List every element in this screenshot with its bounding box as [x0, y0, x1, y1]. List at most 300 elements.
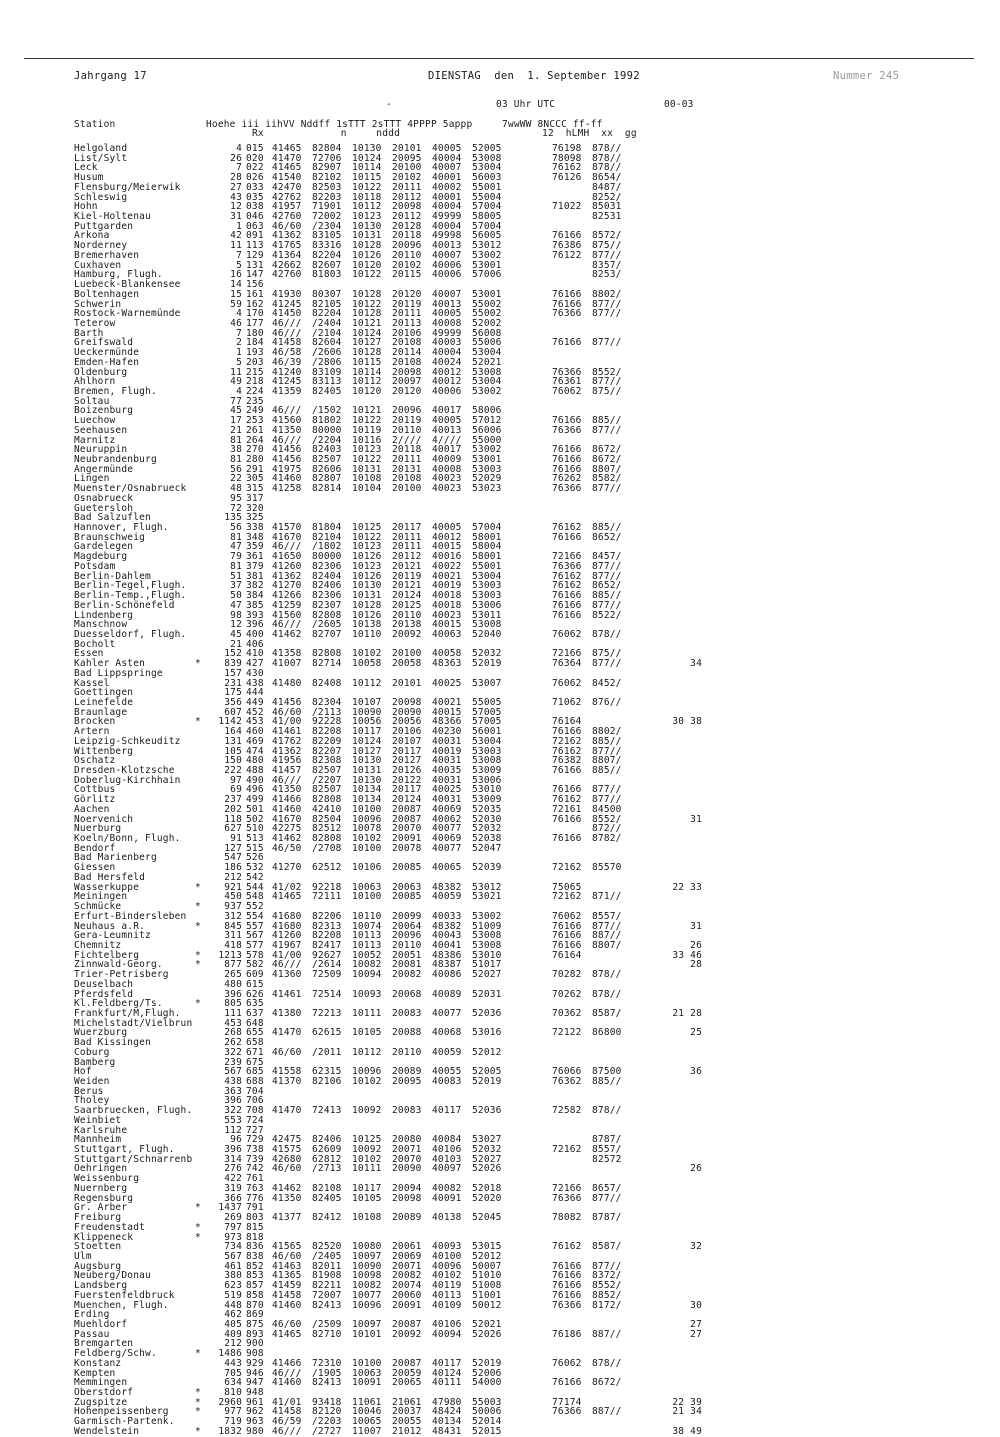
station-height: 805: [224, 998, 242, 1010]
station-height: 49: [230, 376, 242, 388]
mountain-marker: *: [195, 716, 201, 728]
station-height: 11: [230, 366, 242, 378]
synop-group: 41/02: [272, 881, 302, 893]
synop-group: 57005: [472, 716, 502, 728]
station-height: 16: [230, 269, 242, 281]
synop-group: 40021: [432, 696, 462, 708]
column-header-1: Hoehe iii iihVV Nddff 1sTTT 2sTTT 4PPPP 5appp 7wwWW 8NCCC ff-ff: [206, 119, 603, 130]
synop-group: 52032: [472, 648, 502, 660]
synop-group: 76126: [552, 172, 582, 184]
station-name: Weissenburg: [74, 1173, 140, 1185]
synop-group: 76066: [552, 1066, 582, 1078]
synop-group: 10090: [352, 706, 382, 718]
synop-group: 82206: [312, 910, 342, 922]
station-name: Leck: [74, 162, 98, 174]
mountain-marker: *: [195, 881, 201, 893]
synop-group: 52027: [472, 969, 502, 981]
synop-group: 51001: [472, 1289, 502, 1301]
station-height: 12: [230, 201, 242, 213]
synop-group: 877//: [592, 1260, 622, 1272]
station-index: 655: [246, 1027, 264, 1039]
synop-group: 877//: [592, 920, 622, 932]
station-name: Hohenpeissenberg: [74, 1406, 169, 1418]
station-index: 963: [246, 1416, 264, 1428]
synop-group: 10119: [352, 424, 382, 436]
synop-group: 20124: [392, 794, 422, 806]
synop-group: /2605: [312, 619, 342, 631]
synop-group: 41560: [272, 415, 302, 427]
synop-group: 10096: [352, 1299, 382, 1311]
table-row: [0, 970, 1000, 980]
synop-group: 20118: [392, 444, 422, 456]
synop-group: 76166: [552, 1377, 582, 1389]
synop-group: 10102: [352, 648, 382, 660]
station-height: 396: [224, 988, 242, 1000]
station-height: 634: [224, 1377, 242, 1389]
station-index: 761: [246, 1173, 264, 1185]
synop-group: 76366: [552, 308, 582, 320]
synop-group: 82572: [592, 1153, 622, 1165]
synop-group: 20083: [392, 1007, 422, 1019]
synop-group: 72166: [552, 648, 582, 660]
synop-group: 877//: [592, 745, 622, 757]
synop-group: 4////: [432, 434, 462, 446]
synop-group: 41558: [272, 1066, 302, 1078]
synop-group: 46///: [272, 959, 302, 971]
synop-group: 52026: [472, 1163, 502, 1175]
synop-group: 10092: [352, 1105, 382, 1117]
gust-values: 25: [690, 1027, 702, 1039]
synop-group: 10121: [352, 317, 382, 329]
synop-group: 46/58: [272, 347, 302, 359]
synop-group: 52006: [472, 1367, 502, 1379]
synop-group: 82405: [312, 1192, 342, 1204]
synop-group: 41260: [272, 560, 302, 572]
station-index: 490: [246, 774, 264, 786]
synop-group: 20068: [392, 988, 422, 1000]
gust-values: 38 49: [672, 1425, 702, 1437]
synop-group: 77174: [552, 1396, 582, 1408]
synop-group: 53004: [472, 570, 502, 582]
mountain-marker: *: [195, 1202, 201, 1214]
synop-group: 41456: [272, 444, 302, 456]
synop-group: 71901: [312, 201, 342, 213]
header-rule: [24, 58, 974, 59]
synop-group: 10122: [352, 415, 382, 427]
synop-group: 40084: [432, 1134, 462, 1146]
station-height: 480: [224, 978, 242, 990]
synop-group: /2113: [312, 706, 342, 718]
station-height: 51: [230, 570, 242, 582]
synop-group: 41565: [272, 1241, 302, 1253]
synop-group: 53021: [472, 891, 502, 903]
station-height: 112: [224, 1124, 242, 1136]
station-index: 499: [246, 794, 264, 806]
synop-group: 41007: [272, 658, 302, 670]
station-index: 438: [246, 677, 264, 689]
synop-group: 76166: [552, 298, 582, 310]
gust-values: 21 34: [672, 1406, 702, 1418]
synop-group: 41350: [272, 1192, 302, 1204]
station-name: Michelstadt/Vielbrun: [74, 1017, 193, 1029]
station-index: 513: [246, 833, 264, 845]
synop-group: 53006: [472, 599, 502, 611]
station-name: Oehringen: [74, 1163, 128, 1175]
station-height: 12: [230, 619, 242, 631]
station-index: 156: [246, 279, 264, 291]
synop-group: 76366: [552, 560, 582, 572]
synop-group: 40109: [432, 1299, 462, 1311]
station-height: 937: [224, 901, 242, 913]
station-name: Barth: [74, 327, 104, 339]
synop-group: 51017: [472, 959, 502, 971]
station-index: 469: [246, 735, 264, 747]
station-name: Klippeneck: [74, 1231, 134, 1243]
station-height: 7: [236, 162, 242, 174]
synop-group: 46/60: [272, 1318, 302, 1330]
synop-group: 76062: [552, 677, 582, 689]
synop-group: 40097: [432, 1163, 462, 1175]
station-index: 501: [246, 803, 264, 815]
table-row: [0, 1213, 1000, 1223]
station-index: 180: [246, 327, 264, 339]
synop-group: 72166: [552, 551, 582, 563]
synop-group: 76166: [552, 813, 582, 825]
station-index: 635: [246, 998, 264, 1010]
synop-group: 10052: [352, 949, 382, 961]
synop-group: 10112: [352, 376, 382, 388]
station-index: 724: [246, 1114, 264, 1126]
synop-group: 877//: [592, 298, 622, 310]
synop-group: 76166: [552, 609, 582, 621]
synop-group: 49998: [432, 230, 462, 242]
synop-group: 885//: [592, 522, 622, 534]
table-row: [0, 1077, 1000, 1087]
synop-group: 20095: [392, 1076, 422, 1087]
mountain-marker: *: [195, 959, 201, 971]
station-height: 186: [224, 862, 242, 874]
column-header-2: Rx n nddd 12 hLMH xx gg: [252, 128, 637, 139]
station-height: 705: [224, 1367, 242, 1379]
synop-group: 76186: [552, 1328, 582, 1340]
station-name: Doberlug-Kirchhain: [74, 774, 181, 786]
station-index: 249: [246, 405, 264, 417]
station-name: Bad Lippspringe: [74, 667, 163, 679]
synop-group: 48363: [432, 658, 462, 670]
mountain-marker: *: [195, 998, 201, 1010]
station-name: Helgoland: [74, 143, 128, 154]
station-name: Brocken: [74, 716, 116, 728]
station-index: 161: [246, 288, 264, 300]
station-name: Hamburg, Flugh.: [74, 269, 163, 281]
synop-group: 46/39: [272, 356, 302, 368]
synop-group: 20124: [392, 590, 422, 602]
synop-group: 20069: [392, 1250, 422, 1262]
synop-group: 82404: [312, 570, 342, 582]
station-height: 21: [230, 638, 242, 650]
gust-values: 31: [690, 813, 702, 825]
synop-group: 20085: [392, 862, 422, 874]
station-index: 385: [246, 599, 264, 611]
station-index: 348: [246, 531, 264, 543]
synop-group: 40006: [432, 269, 462, 281]
synop-group: 10100: [352, 842, 382, 854]
synop-group: 10123: [352, 211, 382, 223]
station-index: 961: [246, 1396, 264, 1408]
station-index: 215: [246, 366, 264, 378]
synop-group: 10113: [352, 939, 382, 951]
station-index: 929: [246, 1357, 264, 1369]
station-height: 22: [230, 473, 242, 485]
synop-group: 41358: [272, 648, 302, 660]
station-index: 557: [246, 920, 264, 932]
synop-group: 52047: [472, 842, 502, 854]
synop-group: 20058: [392, 658, 422, 670]
synop-group: 40007: [432, 162, 462, 174]
synop-group: 55001: [472, 181, 502, 193]
synop-group: 53004: [472, 376, 502, 388]
synop-group: 72111: [312, 891, 342, 903]
synop-group: 20102: [392, 172, 422, 184]
station-height: 921: [224, 881, 242, 893]
synop-group: 41765: [272, 240, 302, 252]
station-index: 384: [246, 590, 264, 602]
station-name: Hannover, Flugh.: [74, 522, 169, 534]
station-index: 727: [246, 1124, 264, 1136]
station-height: 396: [224, 1095, 242, 1107]
station-name: Freudenstadt: [74, 1221, 146, 1233]
mountain-marker: *: [195, 1231, 201, 1243]
station-index: 410: [246, 648, 264, 660]
synop-group: 8357/: [592, 259, 622, 271]
synop-group: 877//: [592, 483, 622, 495]
mountain-marker: *: [195, 1387, 201, 1398]
synop-group: 82808: [312, 609, 342, 621]
dash-mark: -: [386, 99, 392, 110]
synop-group: 10128: [352, 347, 382, 359]
synop-group: 876//: [592, 696, 622, 708]
synop-group: 20092: [392, 1328, 422, 1340]
station-height: 877: [224, 959, 242, 971]
station-height: 131: [224, 735, 242, 747]
synop-group: 41/01: [272, 1396, 302, 1408]
synop-group: 82507: [312, 784, 342, 796]
station-height: 4: [236, 308, 242, 320]
synop-group: 76364: [552, 658, 582, 670]
synop-group: 47980: [432, 1396, 462, 1408]
station-name: Noervenich: [74, 813, 134, 825]
synop-group: 10107: [352, 696, 382, 708]
station-index: 235: [246, 395, 264, 407]
station-height: 5: [236, 259, 242, 271]
station-name: Berlin-Tegel,Flugh.: [74, 580, 187, 592]
synop-group: 877//: [592, 658, 622, 670]
synop-group: 76164: [552, 949, 582, 961]
synop-group: 46///: [272, 619, 302, 631]
synop-group: 82106: [312, 1076, 342, 1087]
synop-group: 71062: [552, 696, 582, 708]
synop-group: 41460: [272, 473, 302, 485]
synop-group: 20115: [392, 269, 422, 281]
synop-group: 72509: [312, 969, 342, 981]
station-height: 98: [230, 609, 242, 621]
table-row: [0, 484, 1000, 494]
synop-group: 53027: [472, 1134, 502, 1146]
synop-group: 82208: [312, 726, 342, 738]
station-height: 1437: [218, 1202, 242, 1214]
station-name: Cuxhaven: [74, 259, 122, 271]
mountain-marker: *: [195, 1396, 201, 1408]
station-height: 48: [230, 483, 242, 495]
station-height: 438: [224, 1076, 242, 1087]
station-index: 453: [246, 716, 264, 728]
station-name: Braunlage: [74, 706, 128, 718]
synop-group: 40018: [432, 590, 462, 602]
station-height: 276: [224, 1163, 242, 1175]
synop-group: 52040: [472, 628, 502, 640]
synop-group: 70362: [552, 1007, 582, 1019]
synop-group: 20110: [392, 424, 422, 436]
synop-group: 76166: [552, 531, 582, 543]
synop-group: 20120: [392, 385, 422, 397]
station-index: 270: [246, 444, 264, 456]
station-height: 1: [236, 220, 242, 232]
table-row: [0, 892, 1000, 902]
synop-group: 20138: [392, 619, 422, 631]
synop-group: 76162: [552, 522, 582, 534]
synop-group: 82102: [312, 172, 342, 184]
station-height: 448: [224, 1299, 242, 1311]
station-name: Kiel-Holtenau: [74, 211, 151, 223]
synop-group: 92218: [312, 881, 342, 893]
station-index: 015: [246, 143, 264, 154]
synop-group: 20061: [392, 1241, 422, 1253]
synop-group: 8372/: [592, 1270, 622, 1282]
synop-group: 8652/: [592, 531, 622, 543]
synop-group: 82714: [312, 658, 342, 670]
station-name: Bad Kissingen: [74, 1037, 151, 1049]
station-index: 658: [246, 1037, 264, 1049]
synop-group: 55000: [472, 434, 502, 446]
synop-group: 20097: [392, 376, 422, 388]
synop-group: 40031: [432, 794, 462, 806]
time-range: 00-03: [664, 99, 694, 110]
station-height: 322: [224, 1105, 242, 1117]
synop-group: 40001: [432, 172, 462, 184]
station-height: 845: [224, 920, 242, 932]
synop-group: 10074: [352, 920, 382, 932]
synop-group: 20099: [392, 910, 422, 922]
station-height: 547: [224, 852, 242, 864]
station-index: 338: [246, 522, 264, 534]
synop-group: 40005: [432, 143, 462, 154]
synop-group: 8807/: [592, 939, 622, 951]
synop-group: 40059: [432, 891, 462, 903]
synop-group: 82808: [312, 794, 342, 806]
synop-group: 875//: [592, 648, 622, 660]
synop-group: 20096: [392, 405, 422, 417]
station-index: 962: [246, 1406, 264, 1418]
synop-group: 40031: [432, 755, 462, 767]
station-name: Fuerstenfeldbruck: [74, 1289, 175, 1301]
station-height: 118: [224, 813, 242, 825]
synop-group: 10111: [352, 1163, 382, 1175]
station-name: Schleswig: [74, 191, 128, 203]
synop-group: 41350: [272, 784, 302, 796]
synop-group: 20090: [392, 706, 422, 718]
synop-group: 10127: [352, 745, 382, 757]
synop-group: 82104: [312, 531, 342, 543]
synop-group: 42475: [272, 1134, 302, 1146]
synop-group: 41540: [272, 172, 302, 184]
synop-group: 76166: [552, 1280, 582, 1292]
synop-group: 48387: [432, 959, 462, 971]
synop-group: 10110: [352, 910, 382, 922]
synop-group: 40230: [432, 726, 462, 738]
synop-group: 40096: [432, 1260, 462, 1272]
synop-group: 40069: [432, 833, 462, 845]
synop-group: 55006: [472, 337, 502, 349]
synop-group: 10123: [352, 560, 382, 572]
synop-group: 10122: [352, 531, 382, 543]
synop-group: 8253/: [592, 269, 622, 281]
synop-group: 41258: [272, 483, 302, 495]
synop-group: 10046: [352, 1406, 382, 1418]
gust-values: 22 39: [672, 1396, 702, 1408]
synop-group: 72706: [312, 152, 342, 164]
station-name: Oberstdorf: [74, 1387, 134, 1398]
synop-group: 40083: [432, 1076, 462, 1087]
synop-group: 41570: [272, 522, 302, 534]
synop-group: 53006: [472, 774, 502, 786]
synop-group: 20037: [392, 1406, 422, 1418]
station-name: Deuselbach: [74, 978, 134, 990]
synop-group: 8852/: [592, 1289, 622, 1301]
station-name: Koeln/Bonn, Flugh.: [74, 833, 181, 845]
synop-group: 8252/: [592, 191, 622, 203]
gust-values: 27: [690, 1318, 702, 1330]
synop-group: 20117: [392, 784, 422, 796]
station-index: 400: [246, 628, 264, 640]
station-name: Chemnitz: [74, 939, 122, 951]
synop-group: 871//: [592, 891, 622, 903]
synop-group: 20114: [392, 347, 422, 359]
synop-group: 10122: [352, 454, 382, 465]
station-name: Artern: [74, 726, 110, 738]
synop-group: 2////: [392, 434, 422, 446]
synop-group: 76366: [552, 1299, 582, 1311]
synop-group: 20101: [392, 677, 422, 689]
station-height: 37: [230, 580, 242, 592]
table-row: [0, 630, 1000, 640]
synop-group: 10125: [352, 1134, 382, 1146]
gust-values: 34: [690, 658, 702, 670]
synop-group: 10056: [352, 716, 382, 728]
synop-group: 76166: [552, 444, 582, 456]
synop-group: 10094: [352, 969, 382, 981]
synop-group: 20102: [392, 259, 422, 271]
station-height: 409: [224, 1328, 242, 1340]
station-index: 177: [246, 317, 264, 329]
synop-group: 42470: [272, 181, 302, 193]
station-name: Gera-Leumnitz: [74, 930, 151, 942]
mountain-marker: *: [195, 920, 201, 932]
synop-group: 40119: [432, 1280, 462, 1292]
synop-group: 76361: [552, 376, 582, 388]
synop-group: 53009: [472, 794, 502, 806]
synop-group: 51010: [472, 1270, 502, 1282]
synop-group: 41465: [272, 162, 302, 174]
